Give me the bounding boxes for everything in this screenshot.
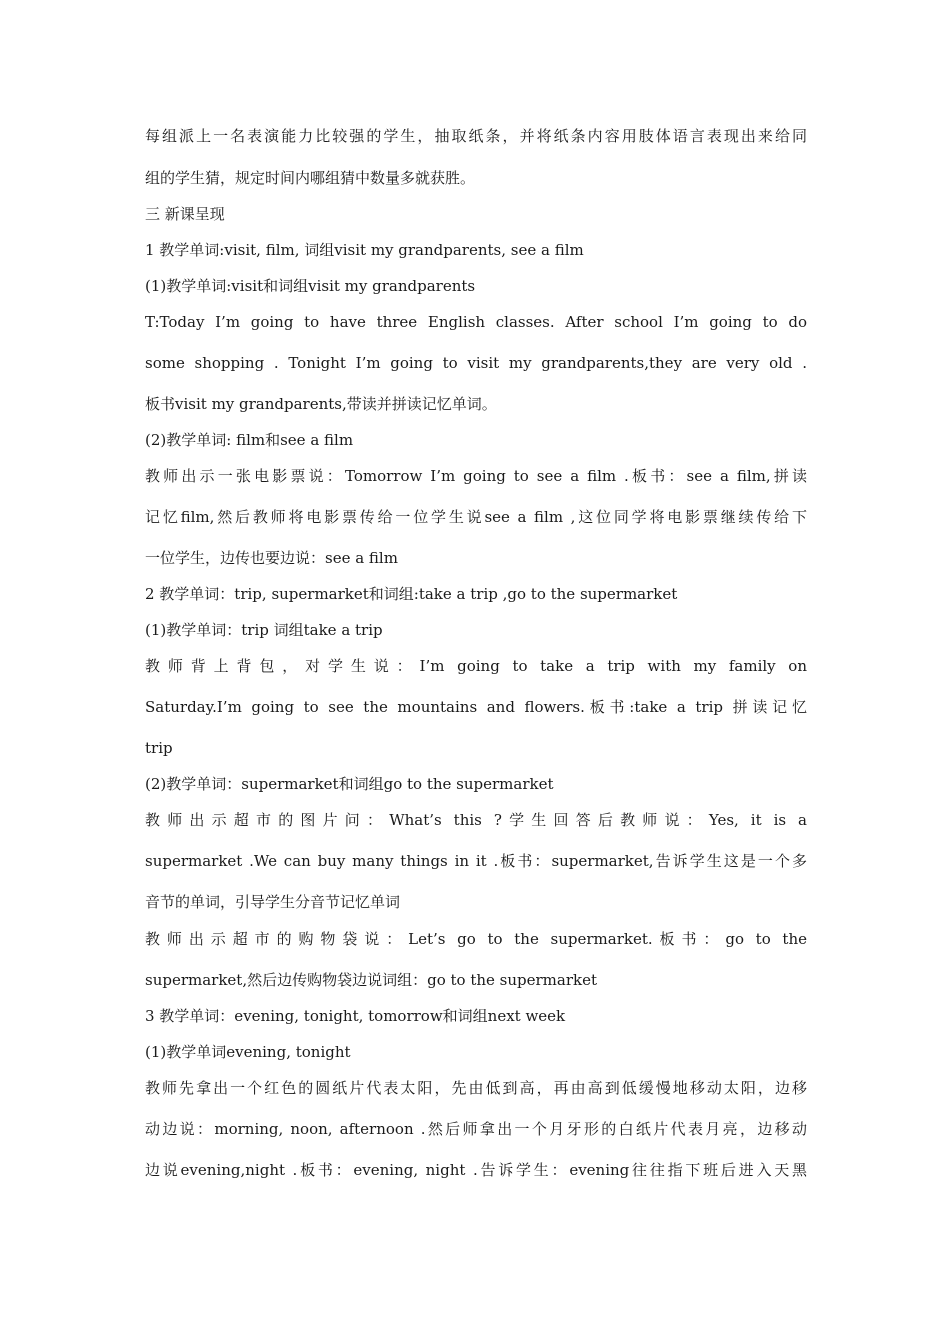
text-line: 教师出示超市的图片问：What’s this ?学生回答后教师说：Yes, it is a	[145, 811, 807, 829]
text-line: 边说evening,night .板书：evening, night .告诉学生：evening往往指下班后进入天黑	[145, 1161, 807, 1179]
text-line: (1)教学单词evening, tonight	[145, 1043, 351, 1061]
text-line: 教师出示超市的购物袋说：Let’s go to the supermarket.板书：go to the	[145, 930, 807, 948]
text-line: 记忆film,然后教师将电影票传给一位学生说see a film ,这位同学将电影票继续传给下	[145, 508, 807, 526]
text-line: trip	[145, 739, 173, 757]
text-line: (1)教学单词：trip 词组take a trip	[145, 621, 383, 639]
text-line: 一位学生，边传也要边说：see a film	[145, 549, 398, 567]
text-line: 教师背上背包，对学生说：I’m going to take a trip with my family on	[145, 657, 807, 675]
text-line: (2)教学单词: film和see a film	[145, 431, 354, 449]
text-line: 教师出示一张电影票说：Tomorrow I’m going to see a film .板书：see a film,拼读	[145, 467, 807, 485]
text-line: 2 教学单词：trip, supermarket和词组:take a trip ,go to the supermarket	[145, 585, 678, 603]
text-line: 组的学生猜，规定时间内哪组猜中数量多就获胜。	[145, 169, 476, 187]
text-line: Saturday.I’m going to see the mountains and flowers.板书:take a trip 拼读记忆	[145, 698, 807, 716]
text-line: 音节的单词，引导学生分音节记忆单词	[145, 893, 401, 911]
text-line: (1)教学单词:visit和词组visit my grandparents	[145, 277, 476, 295]
text-line: some shopping . Tonight I’m going to visit my grandparents,they are very old .	[145, 354, 807, 372]
text-line: 3 教学单词：evening, tonight, tomorrow和词组next week	[145, 1007, 566, 1025]
text-line: supermarket .We can buy many things in it .板书：supermarket,告诉学生这是一个多	[145, 852, 807, 870]
text-line: supermarket,然后边传购物袋边说词组：go to the supermarket	[145, 971, 598, 989]
text-line: 1 教学单词:visit, film, 词组visit my grandparents, see a film	[145, 241, 584, 259]
section-heading: 三 新课呈现	[145, 205, 225, 223]
text-line: 每组派上一名表演能力比较强的学生，抽取纸条，并将纸条内容用肢体语言表现出来给同	[145, 127, 807, 145]
text-line: 动边说：morning, noon, afternoon .然后师拿出一个月牙形的白纸片代表月亮，边移动	[145, 1120, 807, 1138]
text-line: (2)教学单词：supermarket和词组go to the supermarket	[145, 775, 554, 793]
text-line: 教师先拿出一个红色的圆纸片代表太阳，先由低到高，再由高到低缓慢地移动太阳，边移	[145, 1079, 807, 1097]
text-line: 板书visit my grandparents,带读并拼读记忆单词。	[145, 395, 497, 413]
text-line: T:Today I’m going to have three English classes. After school I’m going to do	[145, 313, 807, 331]
